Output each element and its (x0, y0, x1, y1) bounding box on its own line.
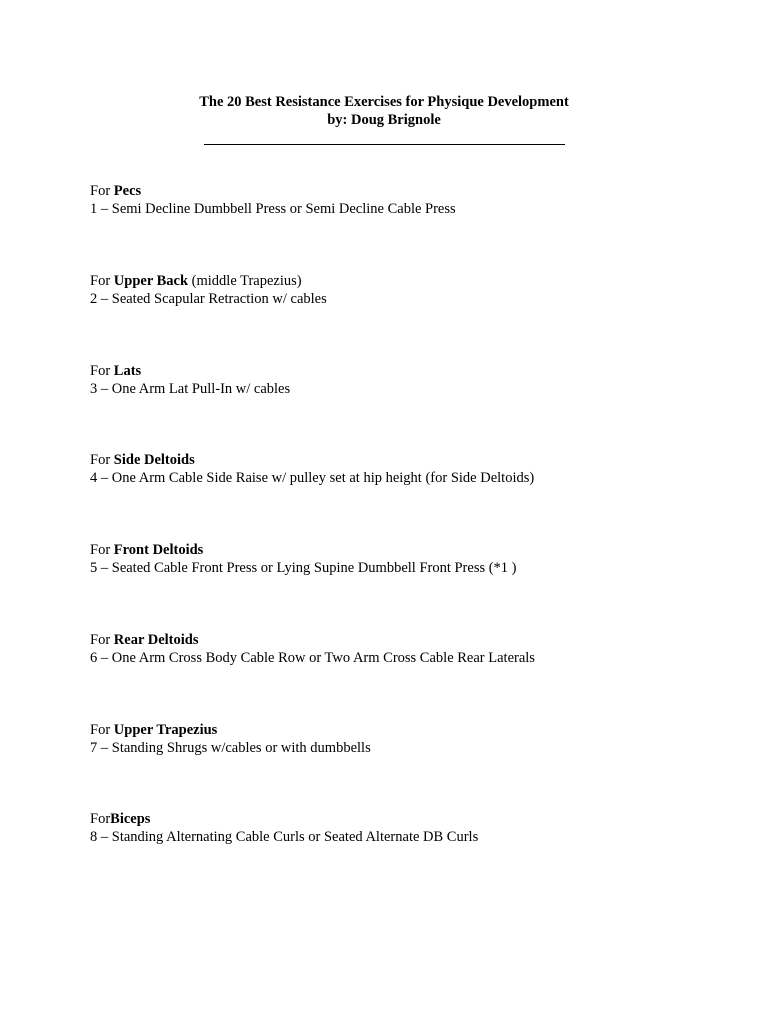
exercise-text: 8 – Standing Alternating Cable Curls or Seated Alternate DB Curls (90, 829, 479, 845)
exercise-text: 7 – Standing Shrugs w/cables or with dumbbells (90, 740, 371, 756)
exercise-text: 3 – One Arm Lat Pull-In w/ cables (90, 381, 291, 397)
section-upper-trapezius (90, 721, 730, 757)
section-heading (90, 631, 730, 649)
section-prefix: For (90, 273, 114, 289)
document-author: by: Doug Brignole (327, 112, 441, 128)
section-heading (90, 182, 730, 200)
exercise-text: 5 – Seated Cable Front Press or Lying Supine Dumbbell Front Press (*1 ) (90, 560, 517, 576)
section-prefix: For (90, 452, 114, 468)
document-title: The 20 Best Resistance Exercises for Physique Development (199, 94, 569, 110)
section-prefix: For (90, 722, 114, 738)
exercise-text: 4 – One Arm Cable Side Raise w/ pulley set at hip height (for Side Deltoids) (90, 470, 535, 486)
section-prefix: For (90, 811, 111, 827)
section-upper-back (90, 272, 730, 308)
section-heading (90, 810, 730, 828)
muscle-name: Side Deltoids (113, 452, 195, 468)
muscle-name: Upper Trapezius (113, 722, 218, 738)
exercise-text: 1 – Semi Decline Dumbbell Press or Semi Decline Cable Press (90, 201, 456, 217)
muscle-name: Rear Deltoids (113, 632, 199, 648)
exercise-text: 6 – One Arm Cross Body Cable Row or Two Arm Cross Cable Rear Laterals (90, 650, 535, 666)
section-pecs (90, 182, 730, 218)
section-lats (90, 362, 730, 398)
muscle-name: Pecs (113, 183, 142, 199)
section-front-deltoids (90, 541, 730, 577)
section-heading (90, 721, 730, 739)
section-prefix: For (90, 363, 114, 379)
section-prefix: For (90, 542, 114, 558)
exercise-text: 2 – Seated Scapular Retraction w/ cables (90, 291, 327, 307)
section-rear-deltoids (90, 631, 730, 667)
section-side-deltoids (90, 451, 730, 487)
section-heading (90, 362, 730, 380)
section-note: (middle Trapezius) (188, 273, 302, 289)
muscle-name: Biceps (110, 811, 151, 827)
section-prefix: For (90, 632, 114, 648)
section-prefix: For (90, 183, 114, 199)
section-heading (90, 272, 730, 290)
section-biceps (90, 810, 730, 846)
section-heading (90, 451, 730, 469)
document-header (0, 93, 768, 129)
muscle-name: Lats (113, 363, 142, 379)
muscle-name: Front Deltoids (113, 542, 204, 558)
muscle-name: Upper Back (113, 273, 189, 289)
section-heading (90, 541, 730, 559)
header-rule (204, 144, 565, 145)
